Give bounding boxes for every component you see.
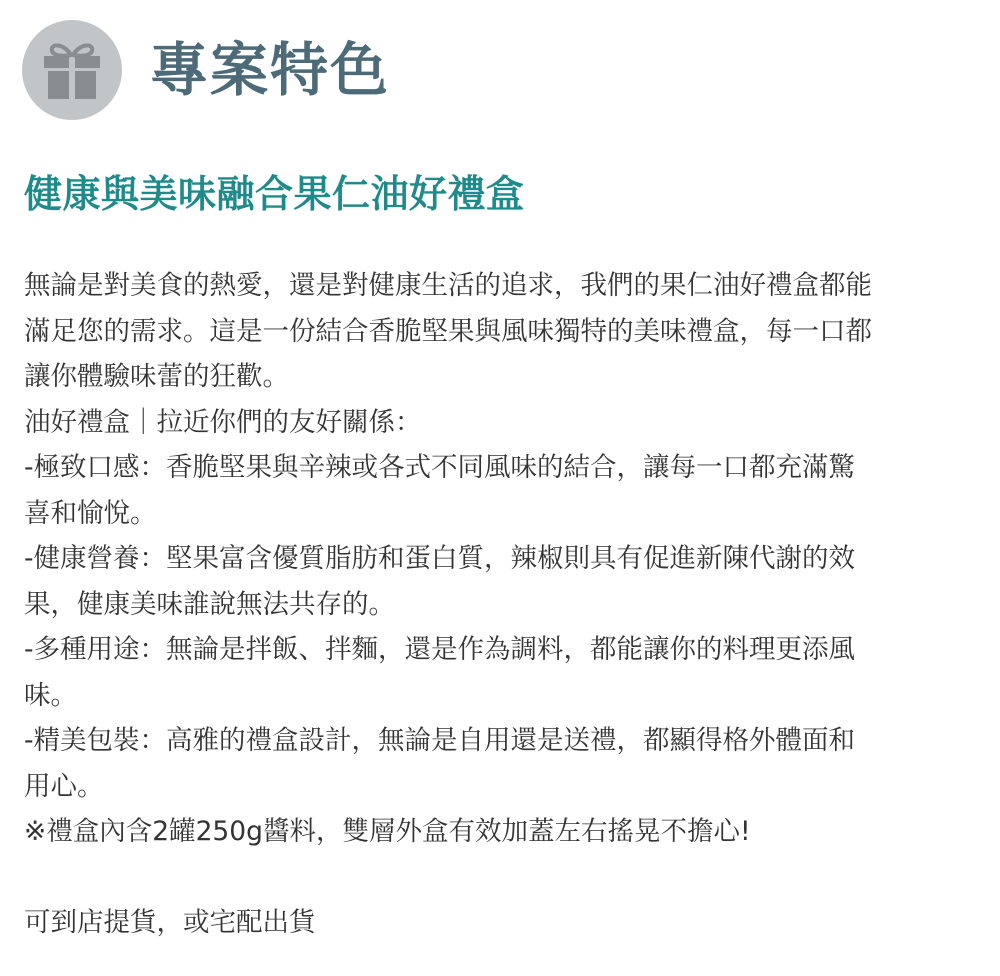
description-line: -精美包裝：高雅的禮盒設計，無論是自用還是送禮，都顯得格外體面和 [24,725,856,756]
description-line: 滿足您的需求。這是一份結合香脆堅果與風味獨特的美味禮盒，每一口都 [24,315,872,347]
description-line: 油好禮盒｜拉近你們的友好關係： [24,406,422,438]
page-header [22,20,390,120]
page-title: 專案特色 [150,36,391,104]
description-line: -健康營養：堅果富含優質脂肪和蛋白質，辣椒則具有促進新陳代謝的效 [24,543,856,574]
description-line: 可到店提貨，或宅配出貨 [24,907,316,938]
description-line: 果，健康美味誰說無法共存的。 [24,588,395,620]
description-line: ※禮盒內含2罐250g醬料，雙層外盒有效加蓋左右搖晃不擔心! [24,816,751,847]
description-line: -多種用途：無論是拌飯、拌麵，還是作為調料，都能讓你的料理更添風 [24,634,856,665]
description-line: 讓你體驗味蕾的狂歡。 [24,361,289,392]
description-line: 無論是對美食的熱愛，還是對健康生活的追求，我們的果仁油好禮盒都能 [24,270,872,301]
description-line: 喜和愉悅。 [24,497,157,529]
gift-icon [22,20,122,120]
description-line: 味。 [24,679,77,711]
blank-line [24,855,984,901]
description-body [24,263,984,946]
description-line: -極致口感：香脆堅果與辛辣或各式不同風味的結合，讓每一口都充滿驚 [24,452,856,483]
section-subtitle: 健康與美味融合果仁油好禮盒 [24,172,525,216]
description-line: 用心。 [24,770,104,802]
